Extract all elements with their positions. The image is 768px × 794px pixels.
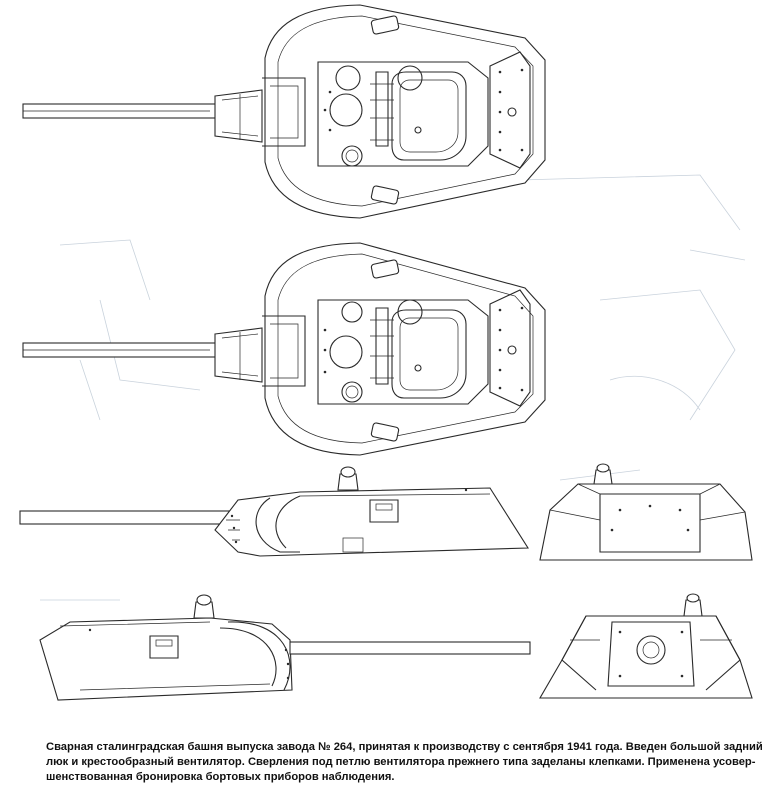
caption-line: Сварная сталинградская башня выпуска завода № 264, принятая к производству с сентября 1941 года. Введен большой задний [46, 741, 763, 753]
turret-front-view [540, 594, 752, 698]
turret-hull-outline [265, 243, 545, 455]
turret-side-view-right [20, 467, 528, 556]
vision-block [370, 500, 398, 522]
turret-top-view-2 [23, 243, 545, 455]
turret-hull-outline [265, 5, 545, 218]
rear-view-outline [540, 484, 752, 560]
turret-side-view-left [40, 595, 530, 700]
caption-line: шенствованная бронировка бортовых приборов наблюдения. [46, 771, 395, 783]
turret-top-view-1 [23, 5, 545, 218]
vision-block [150, 636, 178, 658]
turret-side-outline [40, 618, 292, 700]
gun-barrel [290, 642, 530, 654]
figure-caption [46, 740, 763, 785]
caption-line: люк и крестообразный вентилятор. Сверления под петлю вентилятора прежнего типа заделаны клепками. Применена усовер- [46, 756, 756, 768]
gun-barrel [20, 511, 235, 524]
gun-mantlet [215, 90, 262, 142]
